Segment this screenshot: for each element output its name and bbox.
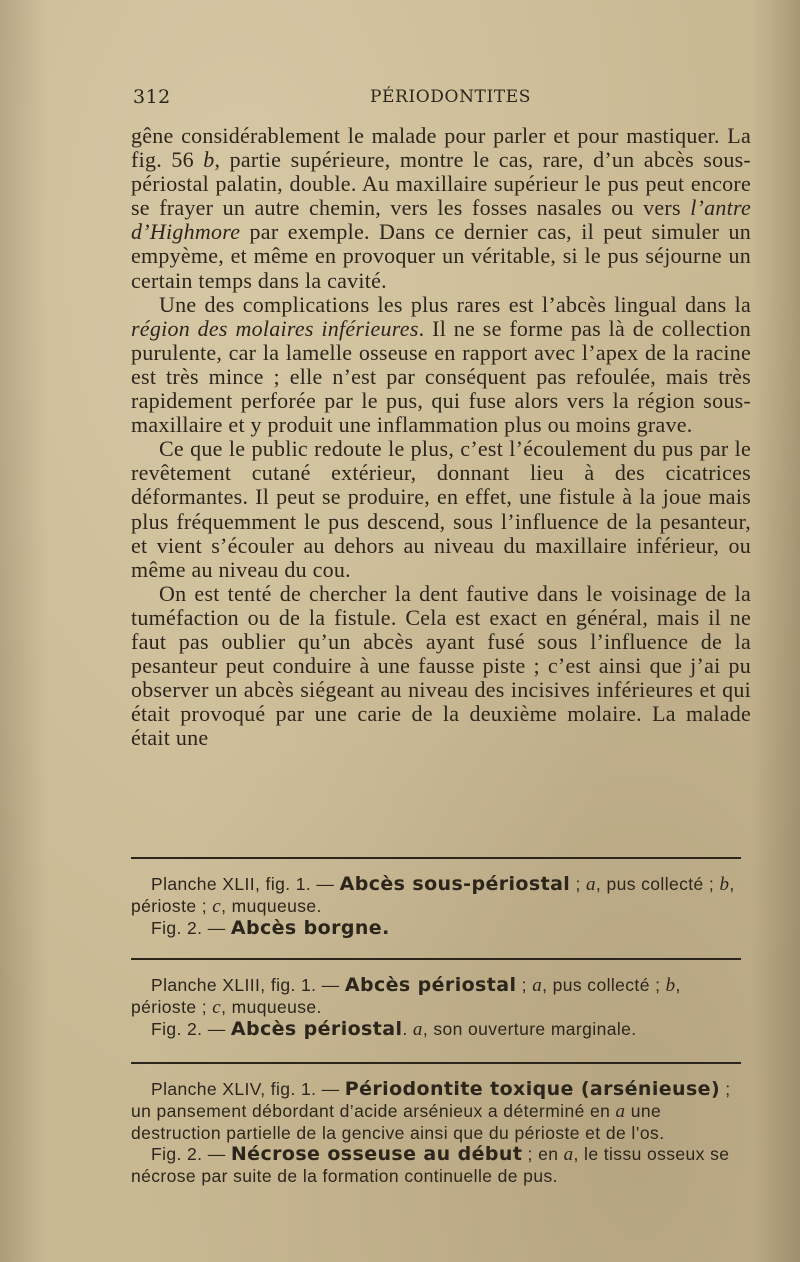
caption-divider [131, 1062, 741, 1064]
caption-letter: a [615, 1100, 626, 1122]
italic-term: l’antre d’Highmore [131, 195, 751, 245]
paragraph-2 [131, 293, 751, 438]
caption-line [131, 874, 751, 918]
caption-text: ; un pansement débordant d’acide arsénieux a déterminé en [131, 1079, 731, 1121]
caption-line [131, 1144, 751, 1188]
caption-letter: c [212, 996, 222, 1018]
caption-text: Fig. 2. — [151, 1144, 231, 1165]
caption-text: Fig. 2. — [151, 917, 231, 938]
caption-text: Planche XLIV, fig. 1. — [151, 1079, 345, 1099]
caption-heading: Nécrose osseuse au début [230, 1143, 523, 1166]
paragraph-1 [131, 124, 751, 293]
caption-plate-xliv [131, 1079, 751, 1188]
caption-line [131, 918, 751, 940]
caption-heading: Abcès périostal [344, 974, 517, 996]
page-number: 312 [133, 86, 171, 108]
caption-text: , muqueuse. [221, 895, 322, 916]
caption-text: une destruction partielle de la gencive ainsi que du périoste et de l’os. [131, 1100, 665, 1143]
caption-line [131, 975, 751, 1019]
caption-letter: c [212, 895, 222, 917]
caption-plate-xlii [131, 874, 751, 939]
caption-letter: a [412, 1018, 423, 1040]
caption-heading: Abcès sous-périostal [339, 873, 571, 895]
paragraph-text: , partie supérieure, montre le cas, rare, d’un abcès sous-périostal palatin, double. Au maxillaire supérieur le pus peut encore se frayer un autre chemin, vers les fosses nasales ou vers [131, 147, 751, 221]
caption-text: ; [570, 874, 587, 894]
caption-heading: Périodontite toxique (arsénieuse) [344, 1078, 721, 1100]
caption-plate-xliii [131, 975, 751, 1040]
caption-text: ; [516, 975, 533, 995]
caption-text: , son ouverture marginale. [422, 1018, 637, 1039]
page-header [133, 86, 758, 112]
caption-text: Planche XLII, fig. 1. — [151, 874, 340, 894]
paragraph-3: Ce que le public redoute le plus, c’est l’écoulement du pus par le revêtement cutané extérieur, donnant lieu à des cicatrices déformantes. Il peut se produire, en effet, une fistule à la joue mais plus fréquemment le pus descend, sous l’influence de la pesanteur, et vient s’écouler au dehors au niveau du maxillaire inférieur, ou même au niveau du cou. [131, 436, 751, 582]
caption-line [131, 1079, 751, 1144]
paragraph-4: On est tenté de chercher la dent fautive dans le voisinage de la tuméfaction ou de la fistule. Cela est exact en général, mais il ne faut pas oublier qu’un abcès ayant fusé sous l’influence de la pesanteur peut conduire à une fausse piste ; c’est ainsi que j’ai pu observer un abcès siégeant au niveau des incisives inférieures et qui était provoqué par une carie de la deuxième molaire. La malade était une [131, 580, 751, 751]
caption-text: Planche XLIII, fig. 1. — [151, 975, 345, 995]
body-text [131, 124, 751, 750]
caption-text: , muqueuse. [221, 996, 322, 1017]
caption-text: Fig. 2. — [151, 1018, 231, 1039]
italic-term: région des molaires inférieures [131, 315, 419, 341]
figure-letter: b [203, 147, 215, 173]
caption-letter: b [665, 975, 676, 996]
paragraph-text: Une des complications les plus rares est l’abcès lingual dans la [159, 291, 751, 317]
caption-text: , le tissu osseux se nécrose par suite de la formation continuelle de pus. [131, 1144, 730, 1187]
caption-text: , périoste ; [131, 975, 681, 1017]
caption-divider [131, 857, 741, 859]
caption-text: , pus collecté ; [595, 874, 720, 894]
caption-text: , pus collecté ; [542, 975, 666, 995]
paragraph-text: gêne considérablement le malade pour parler et pour mastiquer. La fig. 56 [131, 123, 751, 173]
caption-letter: a [563, 1144, 574, 1166]
caption-letter: a [586, 874, 596, 895]
paragraph-text: par exemple. Dans ce dernier cas, il peut simuler un empyème, et même en provoquer un véritable, si le pus séjourne un certain temps dans la cavité. [131, 219, 751, 293]
paragraph-text: . Il ne se forme pas là de collection purulente, car la lamelle osseuse en rapport avec l’apex de la racine est très mince ; elle n’est par conséquent pas refoulée, mais très rapidement perforée par le pus, qui fuse alors vers la région sous-maxillaire et y produit une inflammation plus ou moins grave. [131, 315, 751, 438]
caption-letter: b [719, 874, 730, 895]
caption-heading: Abcès borgne. [230, 916, 390, 939]
caption-line [131, 1019, 751, 1041]
caption-divider [131, 958, 741, 960]
caption-letter: a [532, 975, 543, 996]
caption-text: , périoste ; [131, 874, 735, 916]
caption-heading: Abcès périostal [230, 1017, 403, 1040]
caption-text: ; en [522, 1144, 564, 1165]
running-title: PÉRIODONTITES [370, 87, 531, 107]
caption-text: . [402, 1018, 413, 1039]
